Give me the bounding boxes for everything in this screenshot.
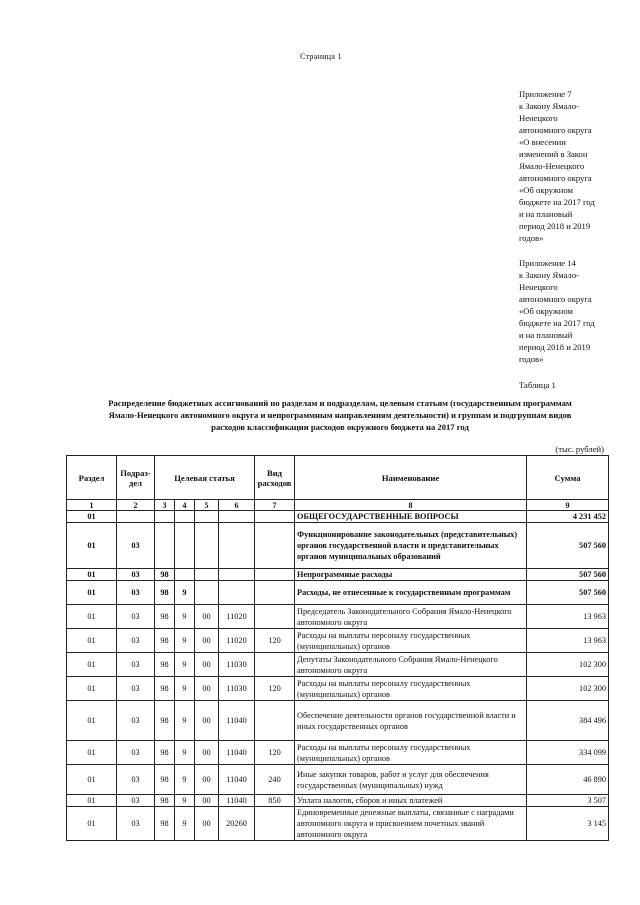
- direction-cell: 00: [195, 677, 219, 701]
- razdel-cell: 01: [67, 569, 117, 581]
- razdel-cell: 01: [67, 807, 117, 841]
- title-line: расходов классификации расходов окружного бюджета на 2017 год: [211, 422, 469, 432]
- appendix-line: «О внесении: [519, 137, 566, 147]
- program-cell: 98: [155, 795, 175, 807]
- direction-cell: 00: [195, 605, 219, 629]
- amount-cell: 4 231 452: [527, 511, 609, 523]
- appendix-line: «Об окружном: [519, 185, 573, 195]
- col-number: 5: [195, 500, 219, 511]
- podrazdel-cell: [117, 511, 155, 523]
- program-cell: [155, 511, 175, 523]
- target-code-cell: [219, 511, 255, 523]
- appendix-7-note: [519, 88, 629, 244]
- podrazdel-cell: 03: [117, 677, 155, 701]
- item-name-cell: Обеспечение деятельности органов государственной власти и иных государственных органов: [295, 701, 527, 741]
- col-number: 7: [255, 500, 295, 511]
- program-cell: 98: [155, 807, 175, 841]
- direction-cell: [195, 581, 219, 605]
- appendix-line: бюджете на 2017 год: [519, 197, 595, 207]
- item-name-cell: Функционирование законодательных (представительных) органов государственной власти и представительных органов муниципальных образований: [295, 523, 527, 569]
- table-row: [67, 581, 609, 605]
- subprogram-cell: 9: [175, 795, 195, 807]
- expense-type-cell: 850: [255, 795, 295, 807]
- direction-cell: 00: [195, 765, 219, 795]
- table-row: [67, 795, 609, 807]
- item-name-cell: ОБЩЕГОСУДАРСТВЕННЫЕ ВОПРОСЫ: [295, 511, 527, 523]
- appendix-line: Ненецкого: [519, 113, 558, 123]
- podrazdel-cell: 03: [117, 795, 155, 807]
- amount-cell: 102 300: [527, 677, 609, 701]
- target-code-cell: 11020: [219, 605, 255, 629]
- appendix-line: автономного округа: [519, 173, 592, 183]
- subprogram-cell: 9: [175, 677, 195, 701]
- title-line: Распределение бюджетных ассигнований по разделам и подразделам, целевым статьям (государственным программам: [108, 398, 572, 408]
- razdel-cell: 01: [67, 523, 117, 569]
- razdel-cell: 01: [67, 511, 117, 523]
- subprogram-cell: 9: [175, 807, 195, 841]
- appendix-line: Ямало-Ненецкого: [519, 161, 585, 171]
- target-code-cell: 11040: [219, 741, 255, 765]
- expense-type-cell: [255, 569, 295, 581]
- podrazdel-cell: 03: [117, 569, 155, 581]
- amount-cell: 46 890: [527, 765, 609, 795]
- expense-type-cell: 120: [255, 629, 295, 653]
- podrazdel-cell: 03: [117, 653, 155, 677]
- item-name-cell: Расходы на выплаты персоналу государственных (муниципальных) органов: [295, 741, 527, 765]
- appendix-line: годов»: [519, 354, 544, 364]
- table-row: [67, 701, 609, 741]
- razdel-cell: 01: [67, 701, 117, 741]
- item-name-cell: Расходы на выплаты персоналу государственных (муниципальных) органов: [295, 629, 527, 653]
- appendix-line: Приложение 14: [519, 258, 576, 268]
- direction-cell: 00: [195, 629, 219, 653]
- razdel-cell: 01: [67, 581, 117, 605]
- col-number: 1: [67, 500, 117, 511]
- subprogram-cell: 9: [175, 581, 195, 605]
- amount-cell: 3 145: [527, 807, 609, 841]
- razdel-cell: 01: [67, 605, 117, 629]
- title-line: Ямало-Ненецкого автономного округа и непрограммным направлениям деятельности) и группам и подгруппам видов: [108, 410, 572, 420]
- direction-cell: [195, 569, 219, 581]
- col-number: 9: [527, 500, 609, 511]
- podrazdel-cell: 03: [117, 605, 155, 629]
- podrazdel-cell: 03: [117, 741, 155, 765]
- header-vid: Вид расходов: [255, 456, 295, 500]
- units-label: (тыс. рублей): [555, 444, 604, 454]
- header-name: Наименование: [295, 456, 527, 500]
- podrazdel-cell: 03: [117, 523, 155, 569]
- expense-type-cell: [255, 581, 295, 605]
- amount-cell: 3 507: [527, 795, 609, 807]
- appendix-line: «Об окружном: [519, 306, 573, 316]
- target-code-cell: 11040: [219, 765, 255, 795]
- appendix-line: к Закону Ямало-: [519, 101, 579, 111]
- target-code-cell: [219, 581, 255, 605]
- target-code-cell: 11030: [219, 677, 255, 701]
- amount-cell: 102 300: [527, 653, 609, 677]
- target-code-cell: 11040: [219, 795, 255, 807]
- table-row: [67, 569, 609, 581]
- razdel-cell: 01: [67, 795, 117, 807]
- table-row: [67, 523, 609, 569]
- program-cell: 98: [155, 765, 175, 795]
- col-number: 2: [117, 500, 155, 511]
- program-cell: 98: [155, 569, 175, 581]
- expense-type-cell: 120: [255, 741, 295, 765]
- direction-cell: 00: [195, 807, 219, 841]
- podrazdel-cell: 03: [117, 629, 155, 653]
- header-podrazdel: Подраз-дел: [117, 456, 155, 500]
- direction-cell: 00: [195, 653, 219, 677]
- razdel-cell: 01: [67, 629, 117, 653]
- program-cell: 98: [155, 701, 175, 741]
- header-razdel: Раздел: [67, 456, 117, 500]
- target-code-cell: 20260: [219, 807, 255, 841]
- amount-cell: 507 560: [527, 569, 609, 581]
- item-name-cell: Уплата налогов, сборов и иных платежей: [295, 795, 527, 807]
- direction-cell: 00: [195, 701, 219, 741]
- podrazdel-cell: 03: [117, 807, 155, 841]
- expense-type-cell: [255, 605, 295, 629]
- table-row: [67, 605, 609, 629]
- col-number: 8: [295, 500, 527, 511]
- direction-cell: [195, 511, 219, 523]
- page-label: Страница 1: [300, 52, 342, 61]
- expense-type-cell: 120: [255, 677, 295, 701]
- target-code-cell: [219, 569, 255, 581]
- subprogram-cell: 9: [175, 741, 195, 765]
- header-sum: Сумма: [527, 456, 609, 500]
- subprogram-cell: 9: [175, 605, 195, 629]
- appendix-line: автономного округа: [519, 125, 592, 135]
- program-cell: 98: [155, 581, 175, 605]
- expense-type-cell: [255, 511, 295, 523]
- program-cell: 98: [155, 653, 175, 677]
- appendix-14-note: [519, 257, 629, 365]
- item-name-cell: Депутаты Законодательного Собрания Ямало-Ненецкого автономного округа: [295, 653, 527, 677]
- expense-type-cell: [255, 807, 295, 841]
- razdel-cell: 01: [67, 653, 117, 677]
- amount-cell: 334 099: [527, 741, 609, 765]
- table-label: Таблица 1: [519, 380, 556, 390]
- appendix-line: Ненецкого: [519, 282, 558, 292]
- program-cell: 98: [155, 605, 175, 629]
- expense-type-cell: 240: [255, 765, 295, 795]
- appendix-line: Приложение 7: [519, 89, 572, 99]
- appendix-line: и на плановый: [519, 209, 573, 219]
- item-name-cell: Единовременные денежные выплаты, связанные с наградами автономного округа и присвоением почетных званий автономного округа: [295, 807, 527, 841]
- razdel-cell: 01: [67, 741, 117, 765]
- subprogram-cell: 9: [175, 701, 195, 741]
- razdel-cell: 01: [67, 677, 117, 701]
- razdel-cell: 01: [67, 765, 117, 795]
- amount-cell: 13 963: [527, 629, 609, 653]
- program-cell: 98: [155, 629, 175, 653]
- subprogram-cell: [175, 569, 195, 581]
- table-row: [67, 741, 609, 765]
- subprogram-cell: [175, 523, 195, 569]
- podrazdel-cell: 03: [117, 765, 155, 795]
- col-number: 6: [219, 500, 255, 511]
- expense-type-cell: [255, 701, 295, 741]
- table-row: [67, 511, 609, 523]
- target-code-cell: [219, 523, 255, 569]
- amount-cell: 507 560: [527, 581, 609, 605]
- appendix-line: изменений в Закон: [519, 149, 588, 159]
- table-row: [67, 807, 609, 841]
- appendix-line: период 2018 и 2019: [519, 221, 591, 231]
- appendix-line: автономного округа: [519, 294, 592, 304]
- direction-cell: 00: [195, 795, 219, 807]
- item-name-cell: Расходы, не отнесенные к государственным программам: [295, 581, 527, 605]
- appendix-line: к Закону Ямало-: [519, 270, 579, 280]
- program-cell: [155, 523, 175, 569]
- amount-cell: 384 496: [527, 701, 609, 741]
- expense-type-cell: [255, 523, 295, 569]
- expense-type-cell: [255, 653, 295, 677]
- amount-cell: 507 560: [527, 523, 609, 569]
- appendix-line: период 2018 и 2019: [519, 342, 591, 352]
- amount-cell: 13 963: [527, 605, 609, 629]
- appendix-line: бюджете на 2017 год: [519, 318, 595, 328]
- subprogram-cell: 9: [175, 653, 195, 677]
- direction-cell: [195, 523, 219, 569]
- target-code-cell: 11020: [219, 629, 255, 653]
- budget-table: [66, 455, 609, 841]
- subprogram-cell: 9: [175, 765, 195, 795]
- col-number: 4: [175, 500, 195, 511]
- program-cell: 98: [155, 677, 175, 701]
- subprogram-cell: 9: [175, 629, 195, 653]
- table-row: [67, 629, 609, 653]
- col-number: 3: [155, 500, 175, 511]
- podrazdel-cell: 03: [117, 701, 155, 741]
- document-title: [60, 397, 620, 433]
- table-row: [67, 677, 609, 701]
- target-code-cell: 11040: [219, 701, 255, 741]
- header-target: Целевая статья: [155, 456, 255, 500]
- item-name-cell: Председатель Законодательного Собрания Ямало-Ненецкого автономного округа: [295, 605, 527, 629]
- item-name-cell: Непрограммные расходы: [295, 569, 527, 581]
- table-row: [67, 653, 609, 677]
- item-name-cell: Иные закупки товаров, работ и услуг для обеспечения государственных (муниципальных) нужд: [295, 765, 527, 795]
- subprogram-cell: [175, 511, 195, 523]
- program-cell: 98: [155, 741, 175, 765]
- podrazdel-cell: 03: [117, 581, 155, 605]
- item-name-cell: Расходы на выплаты персоналу государственных (муниципальных) органов: [295, 677, 527, 701]
- appendix-line: годов»: [519, 233, 544, 243]
- table-row: [67, 765, 609, 795]
- appendix-line: и на плановый: [519, 330, 573, 340]
- target-code-cell: 11030: [219, 653, 255, 677]
- direction-cell: 00: [195, 741, 219, 765]
